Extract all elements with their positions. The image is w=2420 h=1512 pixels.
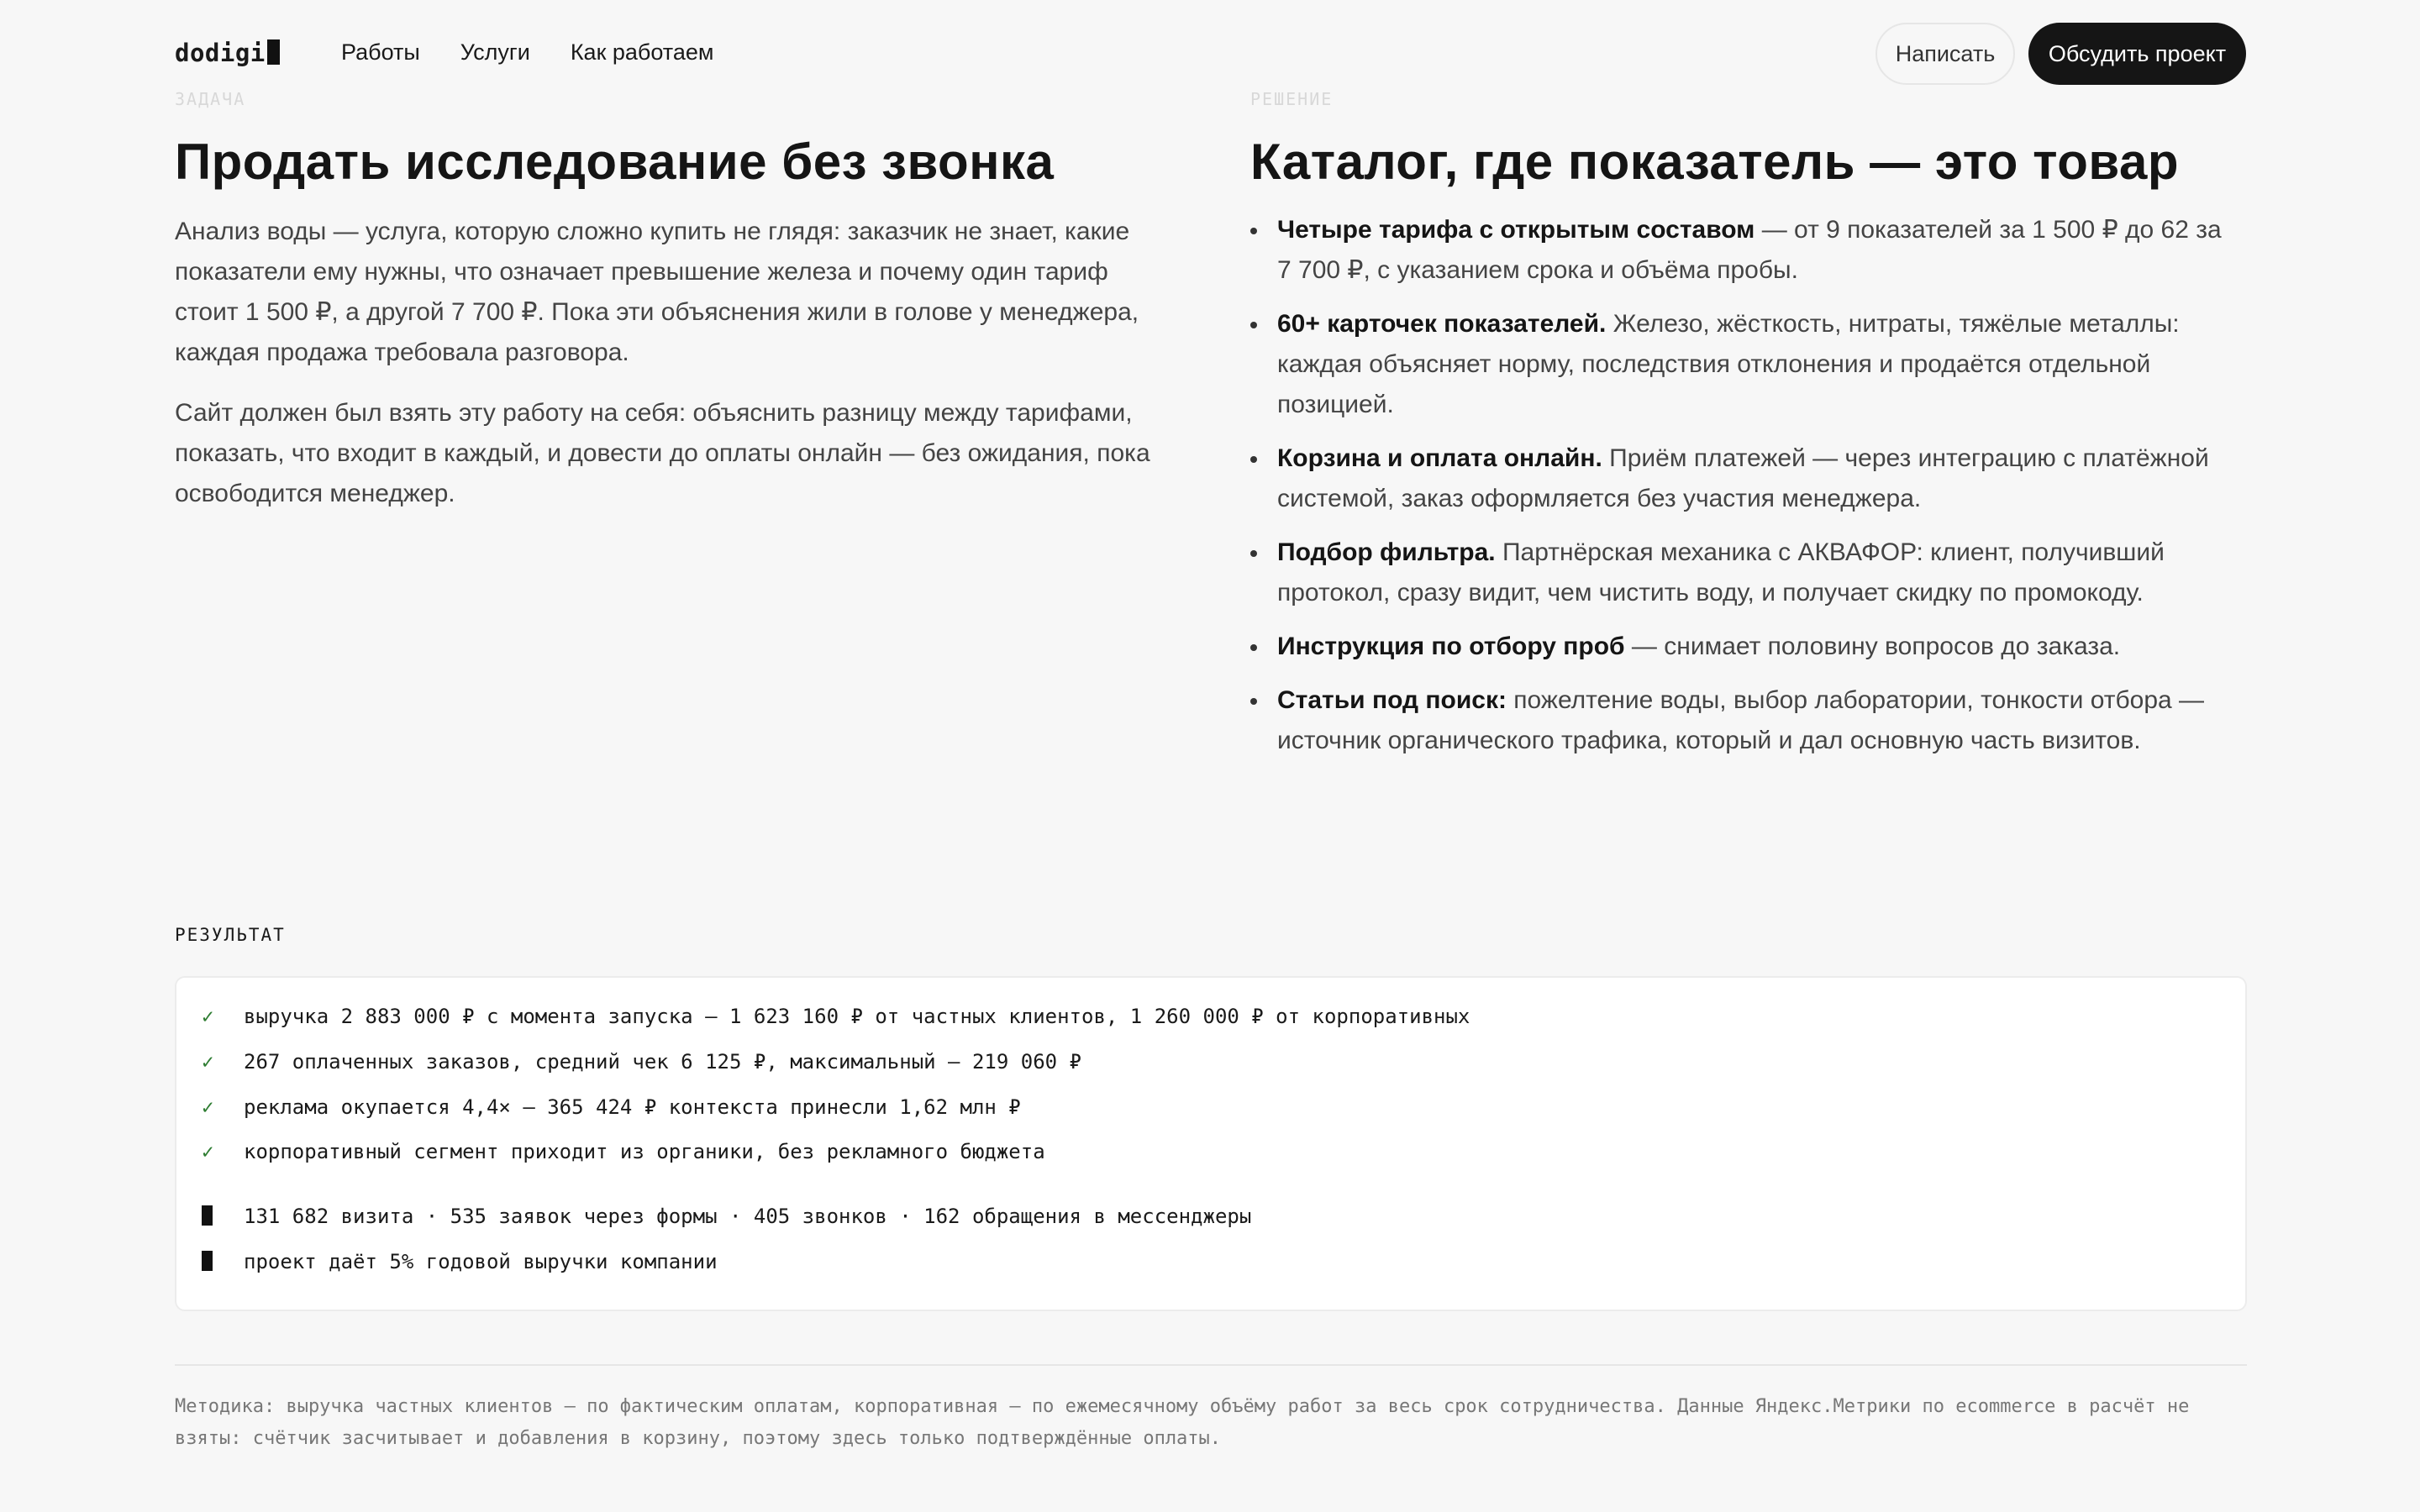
task-paragraph-2: Сайт должен был взять эту работу на себя: объяснить разницу между тарифами, показать, что входит в каждый, и довести до оплаты онлайн — без ожидания, пока освободится менеджер. xyxy=(175,399,1150,507)
result-check-row xyxy=(202,1095,1021,1119)
result-check-text: реклама окупается 4,4× — 365 424 ₽ контекста принесли 1,62 млн ₽ xyxy=(244,1095,1021,1119)
solution-item-heading: Статьи под поиск: xyxy=(1277,686,1507,714)
solution-item xyxy=(1250,627,2242,667)
check-icon: ✓ xyxy=(202,1095,214,1119)
nav-link-services[interactable]: Услуги xyxy=(460,39,530,65)
task-paragraph-1: Анализ воды — услуга, которую сложно купить не глядя: заказчик не знает, какие показатели ему нужны, что означает превышение железа и почему один тариф стоит 1 500 ₽, а другой 7 700 ₽. Пока эти объяснения жили в голове у менеджера, каждая продажа требовала разговора. xyxy=(175,218,1139,366)
logo-text: dodigi xyxy=(175,39,266,67)
solution-item-text: — от 9 показателей за 1 500 ₽ до 62 за 7 700 ₽, с указанием срока и объёма пробы. xyxy=(1277,216,2222,284)
result-check-row xyxy=(202,1050,1081,1074)
solution-item-heading: Подбор фильтра. xyxy=(1277,538,1496,566)
solution-title: Каталог, где показатель — это товар xyxy=(1250,134,2179,190)
block-marker-icon xyxy=(202,1205,213,1226)
solution-item xyxy=(1250,438,2242,519)
result-check-row xyxy=(202,1140,1045,1163)
solution-item-text: — снимает половину вопросов до заказа. xyxy=(1624,633,2121,660)
write-button[interactable]: Написать xyxy=(1876,23,2015,85)
discuss-project-button[interactable]: Обсудить проект xyxy=(2028,23,2246,85)
check-icon: ✓ xyxy=(202,1140,214,1163)
task-eyebrow: ЗАДАЧА xyxy=(175,89,246,109)
result-stat-text: проект даёт 5% годовой выручки компании xyxy=(244,1250,718,1273)
result-label: РЕЗУЛЬТАТ xyxy=(175,925,286,945)
solution-item-text: пожелтение воды, выбор лаборатории, тонкости отбора — источник органического трафика, который и дал основную часть визитов. xyxy=(1277,686,2205,754)
nav-links xyxy=(341,39,713,66)
solution-item-heading: Четыре тарифа с открытым составом xyxy=(1277,216,1755,244)
block-marker-icon xyxy=(202,1251,213,1271)
logo[interactable] xyxy=(175,39,280,67)
result-check-text: корпоративный сегмент приходит из органики, без рекламного бюджета xyxy=(244,1140,1045,1163)
result-check-text: выручка 2 883 000 ₽ с момента запуска — 1 623 160 ₽ от частных клиентов, 1 260 000 ₽ от корпоративных xyxy=(244,1005,1470,1028)
result-stat-row xyxy=(202,1205,1251,1228)
solution-eyebrow: РЕШЕНИЕ xyxy=(1250,89,1334,109)
check-icon: ✓ xyxy=(202,1005,214,1028)
solution-item-text: Железо, жёсткость, нитраты, тяжёлые металлы: каждая объясняет норму, последствия отклонения и продаётся отдельной позицией. xyxy=(1277,310,2180,418)
cursor-block-icon xyxy=(267,39,280,65)
top-navigation xyxy=(0,0,2420,108)
solution-item xyxy=(1250,210,2242,291)
methodology-footnote: Методика: выручка частных клиентов — по фактическим оплатам, корпоративная — по ежемесячному объёму работ за весь срок сотрудничества. Данные Яндекс.Метрики по ecommerce в расчёт не взяты: счётчик засчитывает и добавления в корзину, поэтому здесь только подтверждённые оплаты. xyxy=(175,1396,2190,1449)
result-check-text: 267 оплаченных заказов, средний чек 6 125 ₽, максимальный — 219 060 ₽ xyxy=(244,1050,1081,1074)
result-stat-row xyxy=(202,1250,718,1273)
task-title: Продать исследование без звонка xyxy=(175,134,1055,190)
result-check-row xyxy=(202,1005,1470,1028)
divider xyxy=(175,1364,2247,1366)
solution-item-heading: Инструкция по отбору проб xyxy=(1277,633,1625,660)
check-icon: ✓ xyxy=(202,1050,214,1074)
result-stat-text: 131 682 визита · 535 заявок через формы · 405 звонков · 162 обращения в мессенджеры xyxy=(244,1205,1252,1228)
solution-item xyxy=(1250,680,2242,761)
solution-item xyxy=(1250,533,2242,613)
nav-link-how-we-work[interactable]: Как работаем xyxy=(570,39,714,65)
solution-item-text: Приём платежей — через интеграцию с платёжной системой, заказ оформляется без участия менеджера. xyxy=(1277,444,2209,512)
result-card xyxy=(175,976,2247,1311)
solution-list xyxy=(1250,210,2242,774)
solution-item xyxy=(1250,304,2242,425)
solution-item-heading: Корзина и оплата онлайн. xyxy=(1277,444,1602,472)
nav-link-works[interactable]: Работы xyxy=(341,39,420,65)
solution-item-text: Партнёрская механика с АКВАФОР: клиент, получивший протокол, сразу видит, чем чистить воду, и получает скидку по промокоду. xyxy=(1277,538,2165,606)
solution-item-heading: 60+ карточек показателей. xyxy=(1277,310,1607,338)
